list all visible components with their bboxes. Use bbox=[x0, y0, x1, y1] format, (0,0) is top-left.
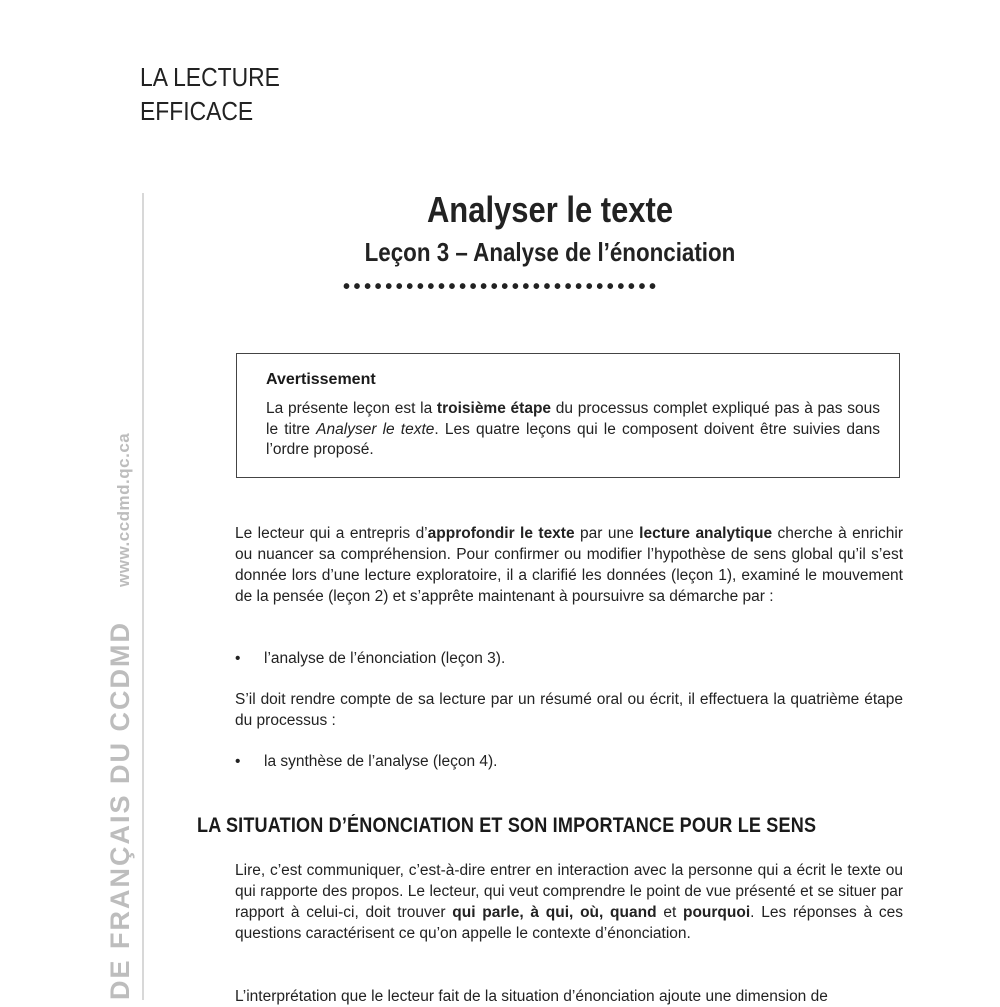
communication-paragraph: Lire, c’est communiquer, c’est-à-dire entrer en interaction avec la personne qui a écrit le texte ou qui rapporte des propos. Le lecteur, qui veut comprendre le point de vue présenté et se situer par rapport à celui-ci, doit trouver qui parle, à qui, où, quand et pourquoi. Les réponses à ces questions caractérisent ce qu’on appelle le contexte d’énonciation. bbox=[235, 862, 903, 942]
notice-box bbox=[236, 353, 900, 478]
margin-rule bbox=[142, 193, 144, 1000]
header-line-2: EFFICACE bbox=[140, 96, 254, 126]
interpretation-paragraph: L’interprétation que le lecteur fait de la situation d’énonciation ajoute une dimension de bbox=[235, 988, 828, 1005]
list-item-text: l’analyse de l’énonciation (leçon 3). bbox=[264, 650, 506, 667]
sidebar-watermark bbox=[105, 433, 136, 1000]
page-subtitle: Leçon 3 – Analyse de l’énonciation bbox=[364, 237, 736, 267]
notice-text: La présente leçon est la troisième étape du processus complet expliqué pas à pas sous le titre Analyser le texte. Les quatre leçons qui le composent doivent être suivies dans l’ordre proposé. bbox=[266, 400, 880, 458]
dotted-separator: •••••••••••••••••••••••••••••• bbox=[343, 280, 660, 294]
document-header bbox=[140, 60, 280, 128]
sidebar-url: www.ccdmd.qc.ca bbox=[114, 432, 133, 587]
section-heading: LA SITUATION D’ÉNONCIATION ET SON IMPORTANCE POUR LE SENS bbox=[197, 814, 817, 837]
header-line-1: LA LECTURE bbox=[140, 62, 280, 92]
intro-paragraph: Le lecteur qui a entrepris d’approfondir le texte par une lecture analytique cherche à enrichir ou nuancer sa compréhension. Pour confirmer ou modifier l’hypothèse de sens global qu’il s’est donnée lors d’une lecture exploratoire, il a clarifié les données (leçon 1), examiné le mouvement de la pensée (leçon 2) et s’apprête maintenant à poursuivre sa démarche par : bbox=[235, 525, 904, 605]
process-paragraph: S’il doit rendre compte de sa lecture par un résumé oral ou écrit, il effectuera la quatrième étape du processus : bbox=[235, 691, 903, 729]
notice-title: Avertissement bbox=[266, 371, 376, 388]
list-item-text: la synthèse de l’analyse (leçon 4). bbox=[264, 753, 498, 770]
bullet-marker: • bbox=[235, 753, 241, 770]
title-block bbox=[300, 188, 800, 268]
bullet-marker: • bbox=[235, 650, 241, 667]
sidebar-publisher: DE FRANÇAIS DU CCDMD bbox=[105, 621, 135, 1000]
page-title: Analyser le texte bbox=[426, 189, 674, 230]
